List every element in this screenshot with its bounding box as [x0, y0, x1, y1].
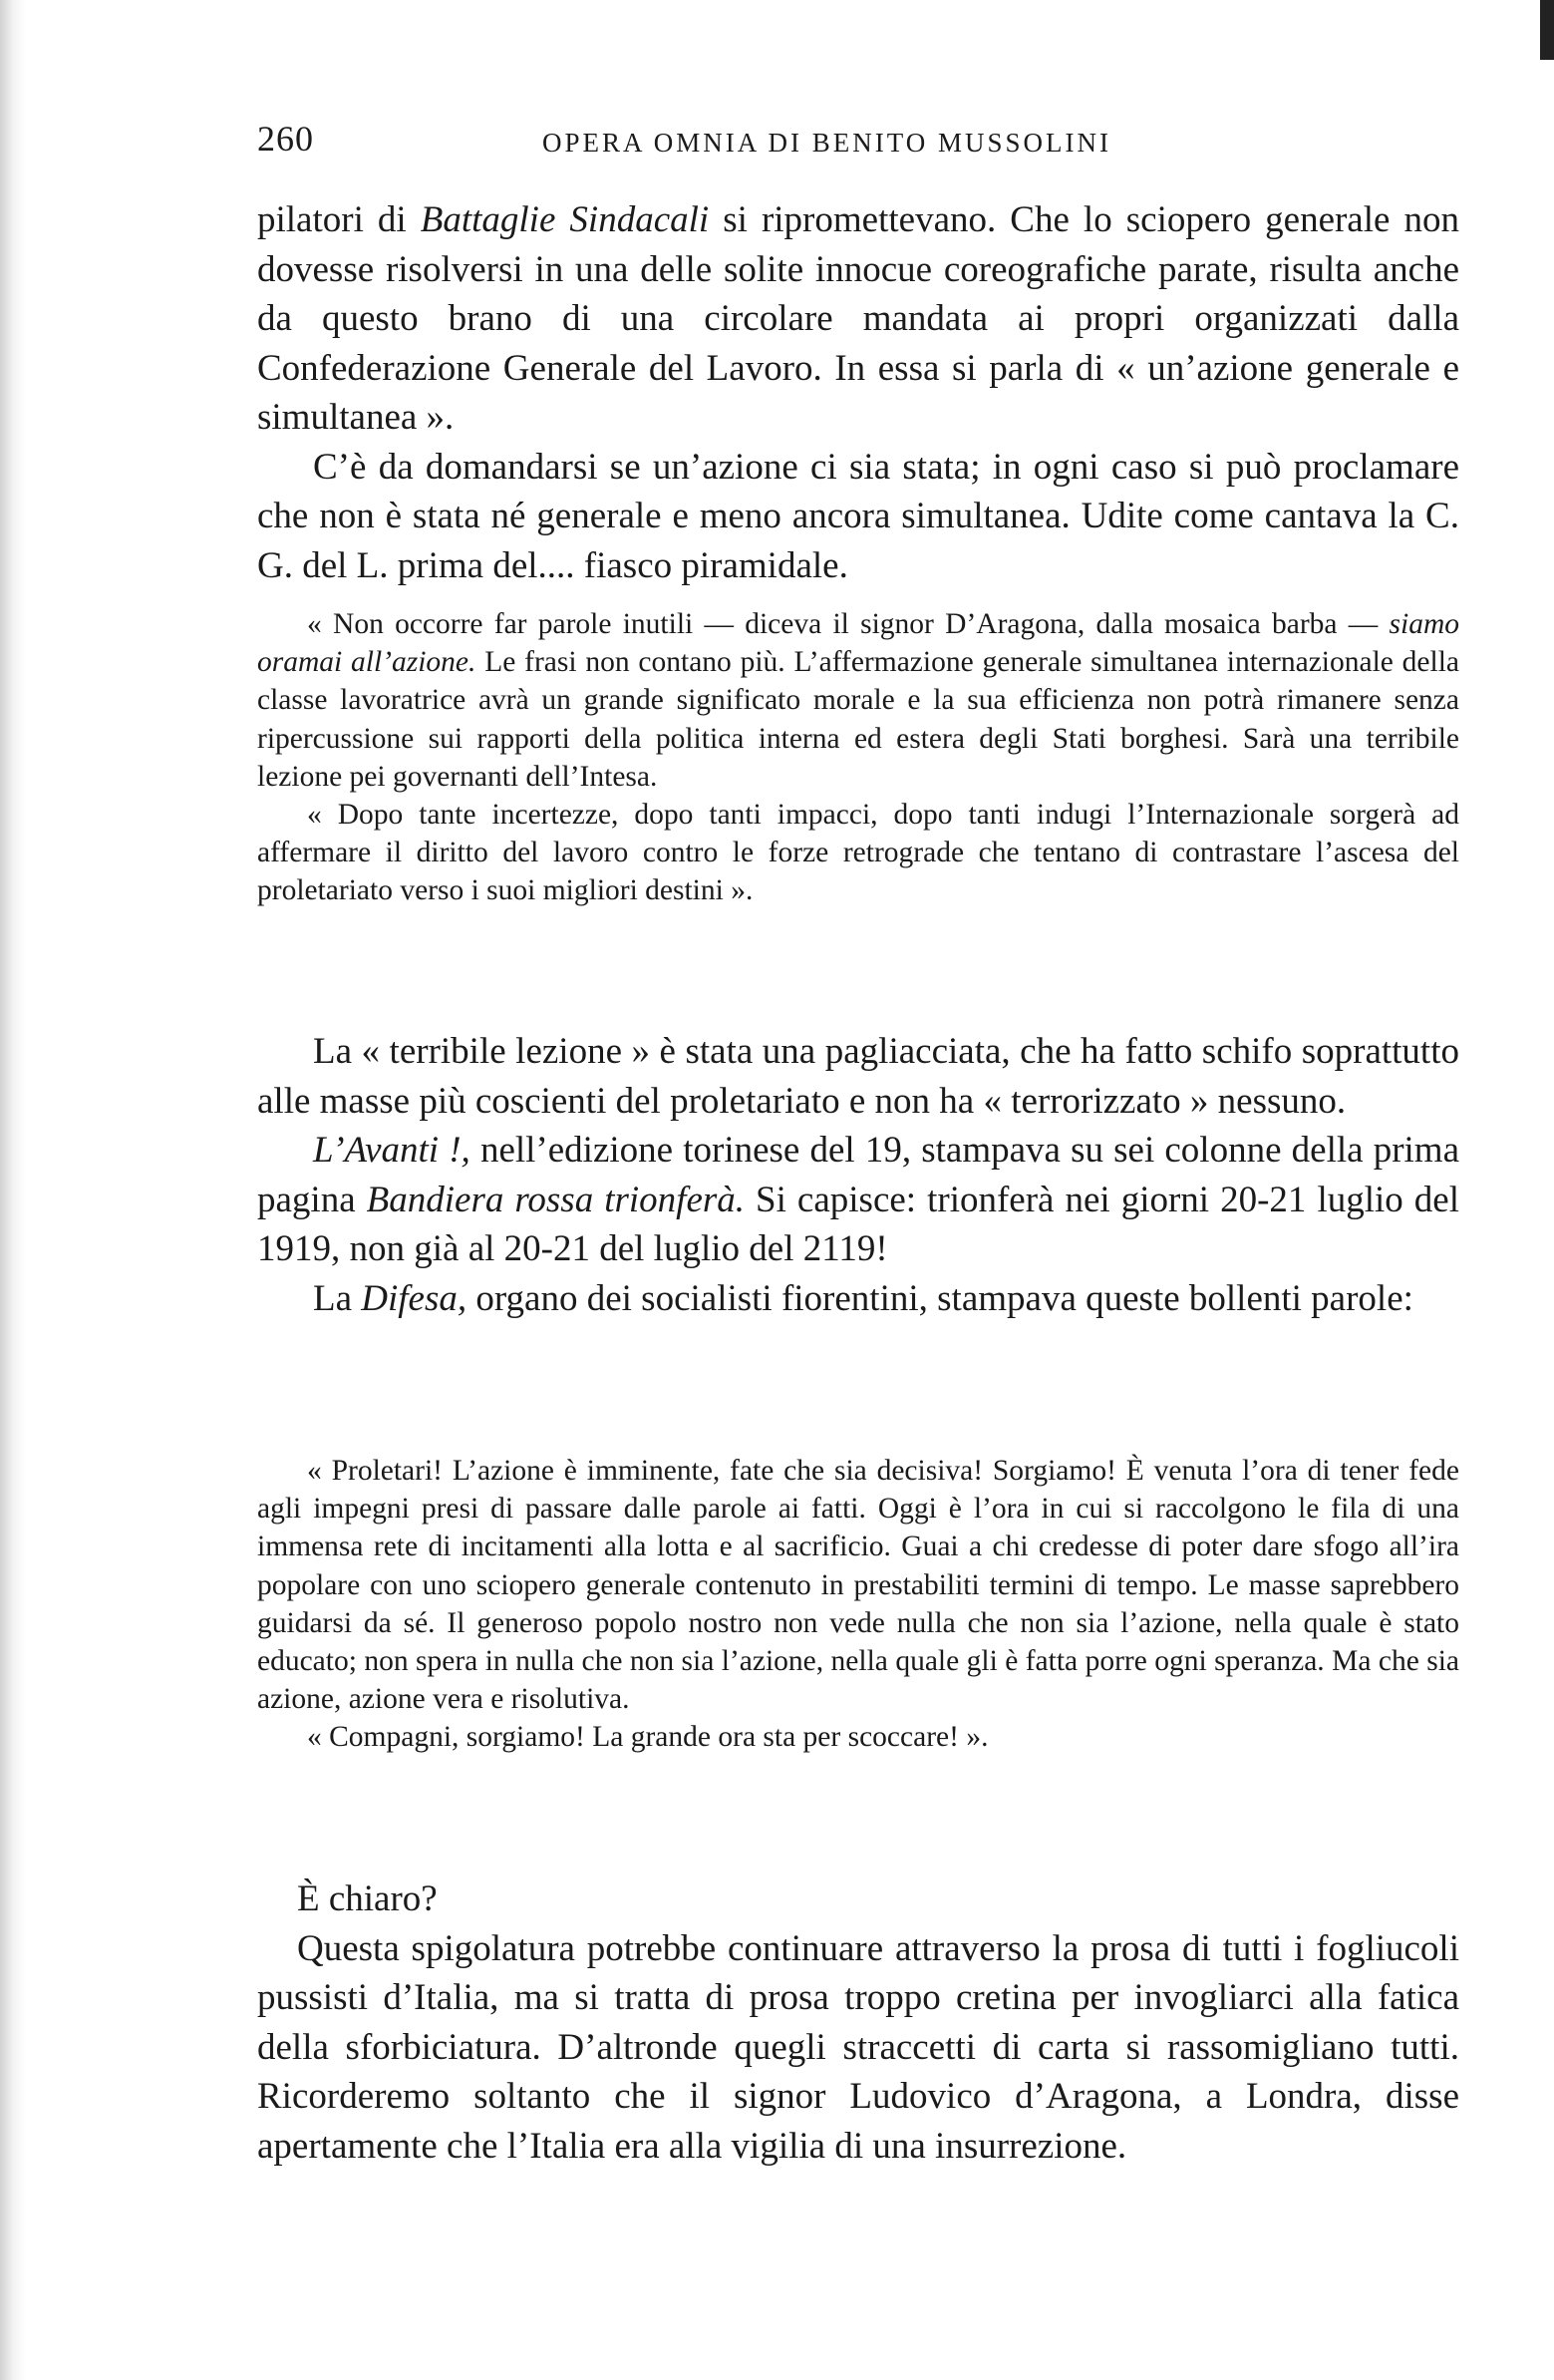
page-header: [257, 118, 1463, 168]
body-section-2: [257, 1027, 1459, 1323]
running-title: OPERA OMNIA DI BENITO MUSSOLINI: [542, 128, 1112, 158]
body-section-1: [257, 195, 1459, 590]
scan-edge-shadow: [0, 0, 26, 2380]
scan-corner-mark: [1540, 0, 1554, 60]
quote-1: « Non occorre far parole inutili — diceva il signor D’Aragona, dalla mosaica barba — siamo oramai all’azione. Le frasi non contano più. L’affermazione generale simultanea internazionale della classe lavoratrice avrà un grande significato morale e la sua efficienza non potrà rimanere senza ripercussione sui rapporti della politica interna ed estera degli Stati borghesi. Sarà una terribile lezione pei governanti dell’Intesa.: [257, 608, 1459, 793]
italic-title-battaglie: Battaglie Sindacali: [420, 199, 710, 240]
quote-3: « Proletari! L’azione è imminente, fate che sia decisiva! Sorgiamo! È venuta l’ora di tener fede agli impegni presi di passare dalle parole ai fatti. Oggi è l’ora in cui si raccolgono le fila di una immensa rete di incitamenti alla lotta e al sacrificio. Guai a chi credesse di poter dare sfogo all’ira popolare con uno sciopero generale contenuto in prestabiliti termini di tempo. Le masse saprebbero guidarsi da sé. Il generoso popolo nostro non vede nulla che non sia l’azione, nella quale è stato educato; non spera in nulla che non sia l’azione, nella quale gli è fatta porre ogni speranza. Ma che sia azione, azione vera e risolutiva.: [257, 1455, 1459, 1716]
body-section-3: [257, 1874, 1459, 2171]
paragraph-5: La Difesa, organo dei socialisti fiorentini, stampava queste bollenti parole:: [313, 1277, 1413, 1319]
paragraph-1: pilatori di Battaglie Sindacali si ripromettevano. Che lo sciopero generale non dovesse risolversi in una delle solite innocue coreografiche parate, risulta anche da questo brano di una circolare mandata ai propri organizzati dalla Confederazione Generale del Lavoro. In essa si parla di « un’azione generale e simultanea ».: [257, 199, 1459, 438]
paragraph-4: L’Avanti !, nell’edizione torinese del 19, stampava su sei colonne della prima pagina Bandiera rossa trionferà. Si capisce: trionferà nei giorni 20-21 luglio del 1919, non già al 20-21 del luglio del 2119!: [257, 1130, 1460, 1269]
quote-2: « Dopo tante incertezze, dopo tanti impacci, dopo tanti indugi l’Internazionale sorgerà ad affermare il diritto del lavoro contro le forze retrograde che tentano di contrastare l’ascesa del proletariato verso i suoi migliori destini ».: [257, 799, 1459, 907]
paragraph-3: La « terribile lezione » è stata una pagliacciata, che ha fatto schifo soprattutto alle masse più coscienti del proletariato e non ha « terrorizzato » nessuno.: [257, 1031, 1459, 1122]
paragraph-2: C’è da domandarsi se un’azione ci sia stata; in ogni caso si può proclamare che non è stata né generale e meno ancora simultanea. Udite come cantava la C. G. del L. prima del.... fiasco piramidale.: [257, 446, 1459, 586]
quote-section-2: [257, 1452, 1459, 1757]
page-number: 260: [257, 119, 314, 159]
italic-difesa: Difesa,: [361, 1277, 467, 1319]
italic-bandiera-rossa: Bandiera rossa trionferà.: [366, 1179, 746, 1220]
paragraph-7: Questa spigolatura potrebbe continuare attraverso la prosa di tutti i fogliucoli pussisti d’Italia, ma si tratta di prosa troppo cretina per invogliarci alla fatica della sforbiciatura. D’altronde quegli straccetti di carta si rassomigliano tutti. Ricorderemo soltanto che il signor Ludovico d’Aragona, a Londra, disse apertamente che l’Italia era alla vigilia di una insurrezione.: [257, 1927, 1459, 2167]
italic-avanti: L’Avanti !,: [313, 1130, 470, 1171]
quote-4: « Compagni, sorgiamo! La grande ora sta per scoccare! ».: [307, 1721, 989, 1754]
italic-quote-emphasis: siamo oramai all’azione.: [257, 608, 1459, 679]
paragraph-6: È chiaro?: [297, 1878, 438, 1919]
quote-section-1: [257, 605, 1459, 910]
